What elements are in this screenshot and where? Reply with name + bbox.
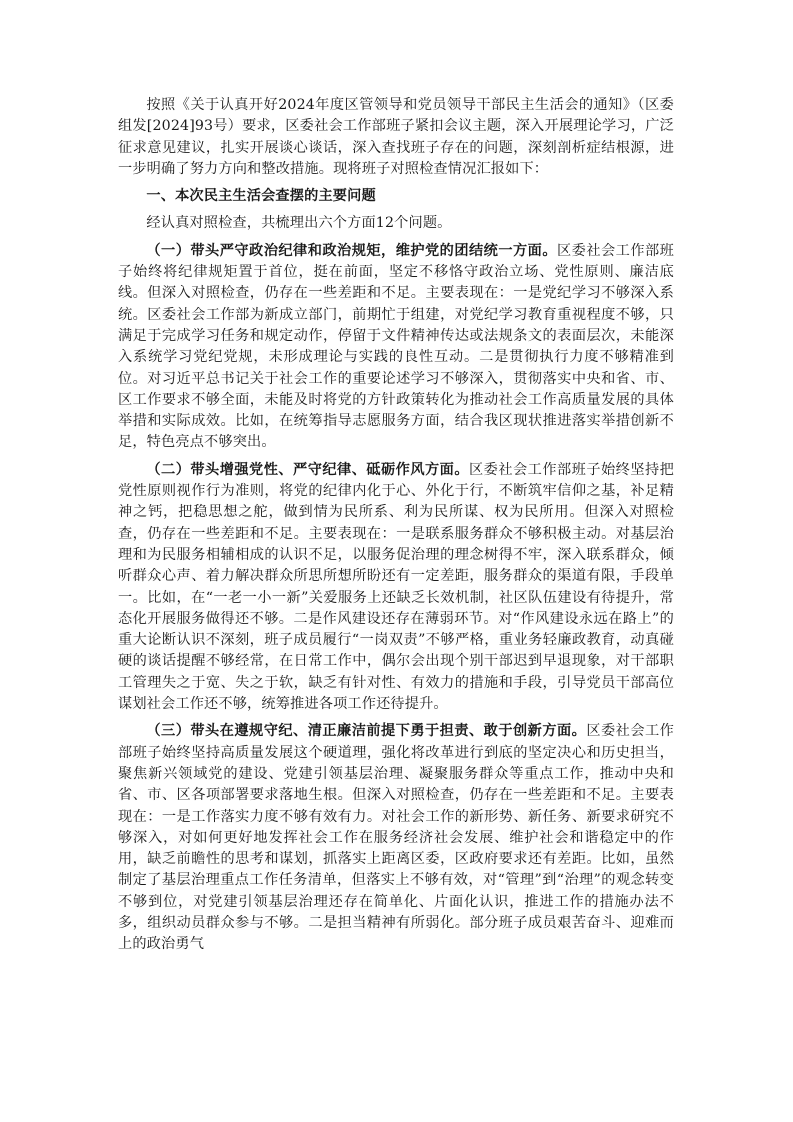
document-body — [118, 95, 674, 962]
subsection-2-title: （二）带头增强党性、严守纪律、砥砺作风方面。 — [146, 461, 470, 478]
summary-paragraph: 经认真对照检查，共梳理出六个方面12个问题。 — [146, 215, 452, 232]
section-heading: 一、本次民主生活会查摆的主要问题 — [146, 188, 376, 205]
subsection-1-paragraph — [118, 241, 674, 454]
subsection-2-paragraph — [118, 460, 674, 716]
subsection-2-body: 区委社会工作部班子始终坚持把党性原则视作行为准则，将党的纪律内化于心、外化于行，不断筑牢信仰之基，补足精神之钙，把稳思想之舵，做到情为民所系、利为民所谋、权为民所用。但深入对照检查，仍存在一些差距和不足。主要表现在：一是联系服务群众不够积极主动。对基层治理和为民服务相辅相成的认识不足，以服务促治理的理念树得不牢，深入联系群众，倾听群众心声、着力解决群众所思所想所盼还有一定差距，服务群众的渠道有限，手段单一。比如，在“一老一小一新”关爱服务上还缺乏长效机制，社区队伍建设有待提升，常态化开展服务做得还不够。二是作风建设还存在薄弱环节。对“作风建设永远在路上”的重大论断认识不深刻，班子成员履行“一岗双责”不够严格，重业务轻廉政教育，动真碰硬的谈话提醒不够经常，在日常工作中，偶尔会出现个别干部迟到早退现象，对干部职工管理失之于宽、失之于软，缺乏有针对性、有效力的措施和手段，引导党员干部高位谋划社会工作还不够，统筹推进各项工作还待提升。 — [118, 461, 674, 713]
subsection-1-body: 区委社会工作部班子始终将纪律规矩置于首位，挺在前面，坚定不移恪守政治立场、党性原则、廉洁底线。但深入对照检查，仍存在一些差距和不足。主要表现在：一是党纪学习不够深入系统。区委社会工作部为新成立部门，前期忙于组建，对党纪学习教育重视程度不够，只满足于完成学习任务和规定动作，停留于文件精神传达或法规条文的表面层次，未能深入系统学习党纪党规，未形成理论与实践的良性互动。二是贯彻执行力度不够精准到位。对习近平总书记关于社会工作的重要论述学习不够深入，贯彻落实中央和省、市、区工作要求不够全面，未能及时将党的方针政策转化为推动社会工作高质量发展的具体举措和实际成效。比如，在统筹指导志愿服务方面，结合我区现状推进落实举措创新不足，特色亮点不够突出。 — [118, 242, 675, 451]
subsection-1-title: （一）带头严守政治纪律和政治规矩，维护党的团结统一方面。 — [146, 242, 558, 259]
subsection-3-title: （三）带头在遵规守纪、清正廉洁前提下勇于担责、敢于创新方面。 — [146, 723, 587, 740]
subsection-3-paragraph — [118, 721, 674, 955]
subsection-3-body: 区委社会工作部班子始终坚持高质量发展这个硬道理，强化将改革进行到底的坚定决心和历史担当，聚焦新兴领域党的建设、党建引领基层治理、凝聚服务群众等重点工作，推动中央和省、市、区各项部署要求落地生根。但深入对照检查，仍存在一些差距和不足。主要表现在：一是工作落实力度不够有效有力。对社会工作的新形势、新任务、新要求研究不够深入，对如何更好地发挥社会工作在服务经济社会发展、维护社会和谐稳定中的作用，缺乏前瞻性的思考和谋划，抓落实上距离区委，区政府要求还有差距。比如，虽然制定了基层治理重点工作任务清单，但落实上不够有效，对“管理”到“治理”的观念转变不够到位，对党建引领基层治理还存在简单化、片面化认识，推进工作的措施办法不多，组织动员群众参与不够。二是担当精神有所弱化。部分班子成员艰苦奋斗、迎难而上的政治勇气 — [118, 723, 674, 953]
intro-paragraph: 按照《关于认真开好2024年度区管领导和党员领导干部民主生活会的通知》（区委组发[2024]93号）要求，区委社会工作部班子紧扣会议主题，深入开展理论学习，广泛征求意见建议，扎实开展谈心谈话，深入查找班子存在的问题，深刻剖析症结根源，进一步明确了努力方向和整改措施。现将班子对照检查情况汇报如下： — [118, 97, 674, 177]
